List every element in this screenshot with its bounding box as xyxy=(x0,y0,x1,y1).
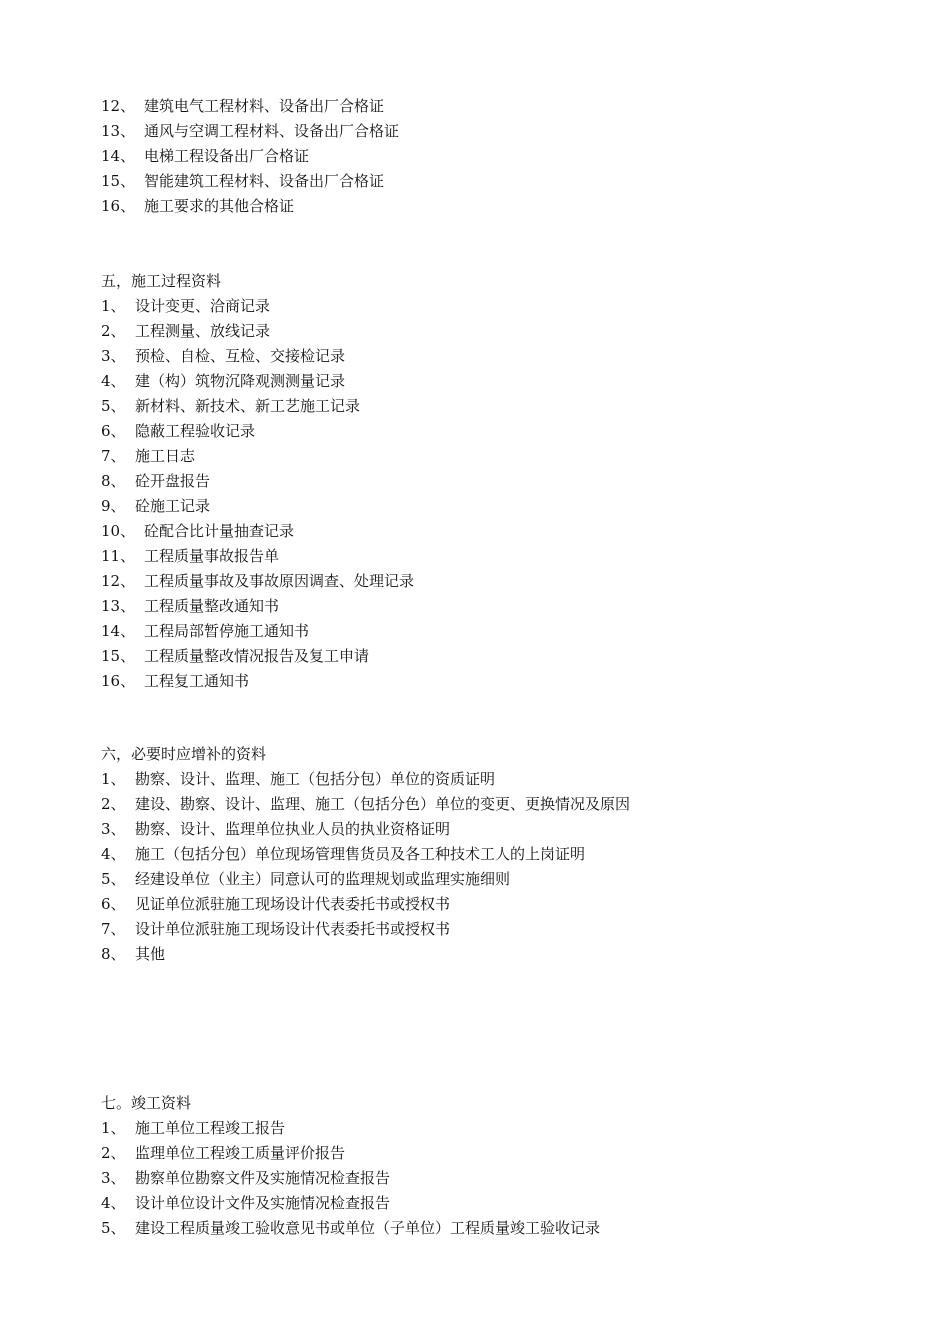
list-item xyxy=(101,444,861,469)
item-text: 智能建筑工程材料、设备出厂合格证 xyxy=(144,172,385,190)
item-number: 5、 xyxy=(101,397,126,415)
item-text: 建设工程质量竣工验收意见书或单位（子单位）工程质量竣工验收记录 xyxy=(135,1219,601,1237)
item-number: 4、 xyxy=(101,845,126,863)
item-number: 5、 xyxy=(101,1219,126,1237)
item-number: 1、 xyxy=(101,1119,126,1137)
list-item xyxy=(101,344,861,369)
item-text: 建筑电气工程材料、设备出厂合格证 xyxy=(144,97,385,115)
item-number: 12、 xyxy=(101,572,136,590)
item-text: 其他 xyxy=(135,945,166,963)
list-item xyxy=(101,519,861,544)
list-item xyxy=(101,594,861,619)
item-number: 2、 xyxy=(101,795,126,813)
list-item xyxy=(101,942,861,967)
item-text: 经建设单位（业主）同意认可的监理规划或监理实施细则 xyxy=(135,870,511,888)
list-item xyxy=(101,394,861,419)
list-item xyxy=(101,144,861,169)
item-text: 勘察、设计、监理单位执业人员的执业资格证明 xyxy=(135,820,451,838)
item-number: 16、 xyxy=(101,672,136,690)
item-number: 12、 xyxy=(101,97,136,115)
item-text: 勘察、设计、监理、施工（包括分包）单位的资质证明 xyxy=(135,770,496,788)
item-number: 13、 xyxy=(101,597,136,615)
list-item xyxy=(101,319,861,344)
item-number: 4、 xyxy=(101,1194,126,1212)
section-6 xyxy=(101,742,861,967)
list-item xyxy=(101,419,861,444)
section-heading: 七。竣工资料 xyxy=(101,1094,192,1112)
list-item xyxy=(101,669,861,694)
item-text: 工程质量事故及事故原因调查、处理记录 xyxy=(144,572,415,590)
item-text: 建（构）筑物沉降观测测量记录 xyxy=(135,372,346,390)
item-number: 6、 xyxy=(101,895,126,913)
item-text: 施工要求的其他合格证 xyxy=(144,197,295,215)
item-text: 新材料、新技术、新工艺施工记录 xyxy=(135,397,361,415)
section-5 xyxy=(101,269,861,694)
item-text: 工程复工通知书 xyxy=(144,672,250,690)
list-item xyxy=(101,369,861,394)
list-item xyxy=(101,469,861,494)
item-text: 工程质量事故报告单 xyxy=(144,547,280,565)
list-item xyxy=(101,1191,861,1216)
item-text: 工程质量整改通知书 xyxy=(144,597,280,615)
item-text: 设计单位设计文件及实施情况检查报告 xyxy=(135,1194,391,1212)
list-item xyxy=(101,119,861,144)
item-text: 工程质量整改情况报告及复工申请 xyxy=(144,647,370,665)
list-item xyxy=(101,817,861,842)
item-text: 见证单位派驻施工现场设计代表委托书或授权书 xyxy=(135,895,451,913)
item-text: 通风与空调工程材料、设备出厂合格证 xyxy=(144,122,400,140)
item-number: 15、 xyxy=(101,172,136,190)
item-number: 8、 xyxy=(101,945,126,963)
list-item xyxy=(101,892,861,917)
item-text: 隐蔽工程验收记录 xyxy=(135,422,256,440)
item-text: 工程测量、放线记录 xyxy=(135,322,271,340)
item-number: 7、 xyxy=(101,447,126,465)
item-number: 9、 xyxy=(101,497,126,515)
item-text: 施工日志 xyxy=(135,447,196,465)
item-text: 砼施工记录 xyxy=(135,497,211,515)
item-number: 3、 xyxy=(101,347,126,365)
item-text: 勘察单位勘察文件及实施情况检查报告 xyxy=(135,1169,391,1187)
list-item xyxy=(101,169,861,194)
list-item xyxy=(101,294,861,319)
item-number: 3、 xyxy=(101,820,126,838)
list-item xyxy=(101,569,861,594)
item-number: 8、 xyxy=(101,472,126,490)
item-number: 1、 xyxy=(101,770,126,788)
item-text: 电梯工程设备出厂合格证 xyxy=(144,147,310,165)
list-item xyxy=(101,767,861,792)
item-number: 11、 xyxy=(101,547,136,565)
item-text: 监理单位工程竣工质量评价报告 xyxy=(135,1144,346,1162)
list-item xyxy=(101,1141,861,1166)
item-text: 砼开盘报告 xyxy=(135,472,211,490)
list-item xyxy=(101,867,861,892)
list-item xyxy=(101,194,861,219)
item-text: 施工（包括分包）单位现场管理售货员及各工种技术工人的上岗证明 xyxy=(135,845,586,863)
section-heading: 五，施工过程资料 xyxy=(101,272,222,290)
list-item xyxy=(101,1116,861,1141)
item-number: 7、 xyxy=(101,920,126,938)
item-number: 2、 xyxy=(101,322,126,340)
item-text: 设计单位派驻施工现场设计代表委托书或授权书 xyxy=(135,920,451,938)
item-number: 14、 xyxy=(101,147,136,165)
item-number: 10、 xyxy=(101,522,136,540)
section-7 xyxy=(101,1091,861,1241)
list-item xyxy=(101,544,861,569)
item-number: 3、 xyxy=(101,1169,126,1187)
item-number: 15、 xyxy=(101,647,136,665)
list-item xyxy=(101,792,861,817)
list-item xyxy=(101,619,861,644)
item-number: 13、 xyxy=(101,122,136,140)
section-4-tail-list xyxy=(101,94,861,219)
item-number: 1、 xyxy=(101,297,126,315)
item-number: 16、 xyxy=(101,197,136,215)
item-number: 5、 xyxy=(101,870,126,888)
list-item xyxy=(101,494,861,519)
item-text: 施工单位工程竣工报告 xyxy=(135,1119,286,1137)
item-text: 建设、勘察、设计、监理、施工（包括分色）单位的变更、更换情况及原因 xyxy=(135,795,631,813)
list-item xyxy=(101,842,861,867)
item-text: 预检、自检、互检、交接检记录 xyxy=(135,347,346,365)
item-text: 砼配合比计量抽查记录 xyxy=(144,522,295,540)
item-text: 工程局部暂停施工通知书 xyxy=(144,622,310,640)
list-item xyxy=(101,644,861,669)
item-number: 2、 xyxy=(101,1144,126,1162)
list-item xyxy=(101,917,861,942)
list-item xyxy=(101,1166,861,1191)
item-number: 6、 xyxy=(101,422,126,440)
list-item xyxy=(101,1216,861,1241)
item-number: 14、 xyxy=(101,622,136,640)
section-heading: 六，必要时应增补的资料 xyxy=(101,745,267,763)
list-item xyxy=(101,94,861,119)
item-text: 设计变更、洽商记录 xyxy=(135,297,271,315)
item-number: 4、 xyxy=(101,372,126,390)
